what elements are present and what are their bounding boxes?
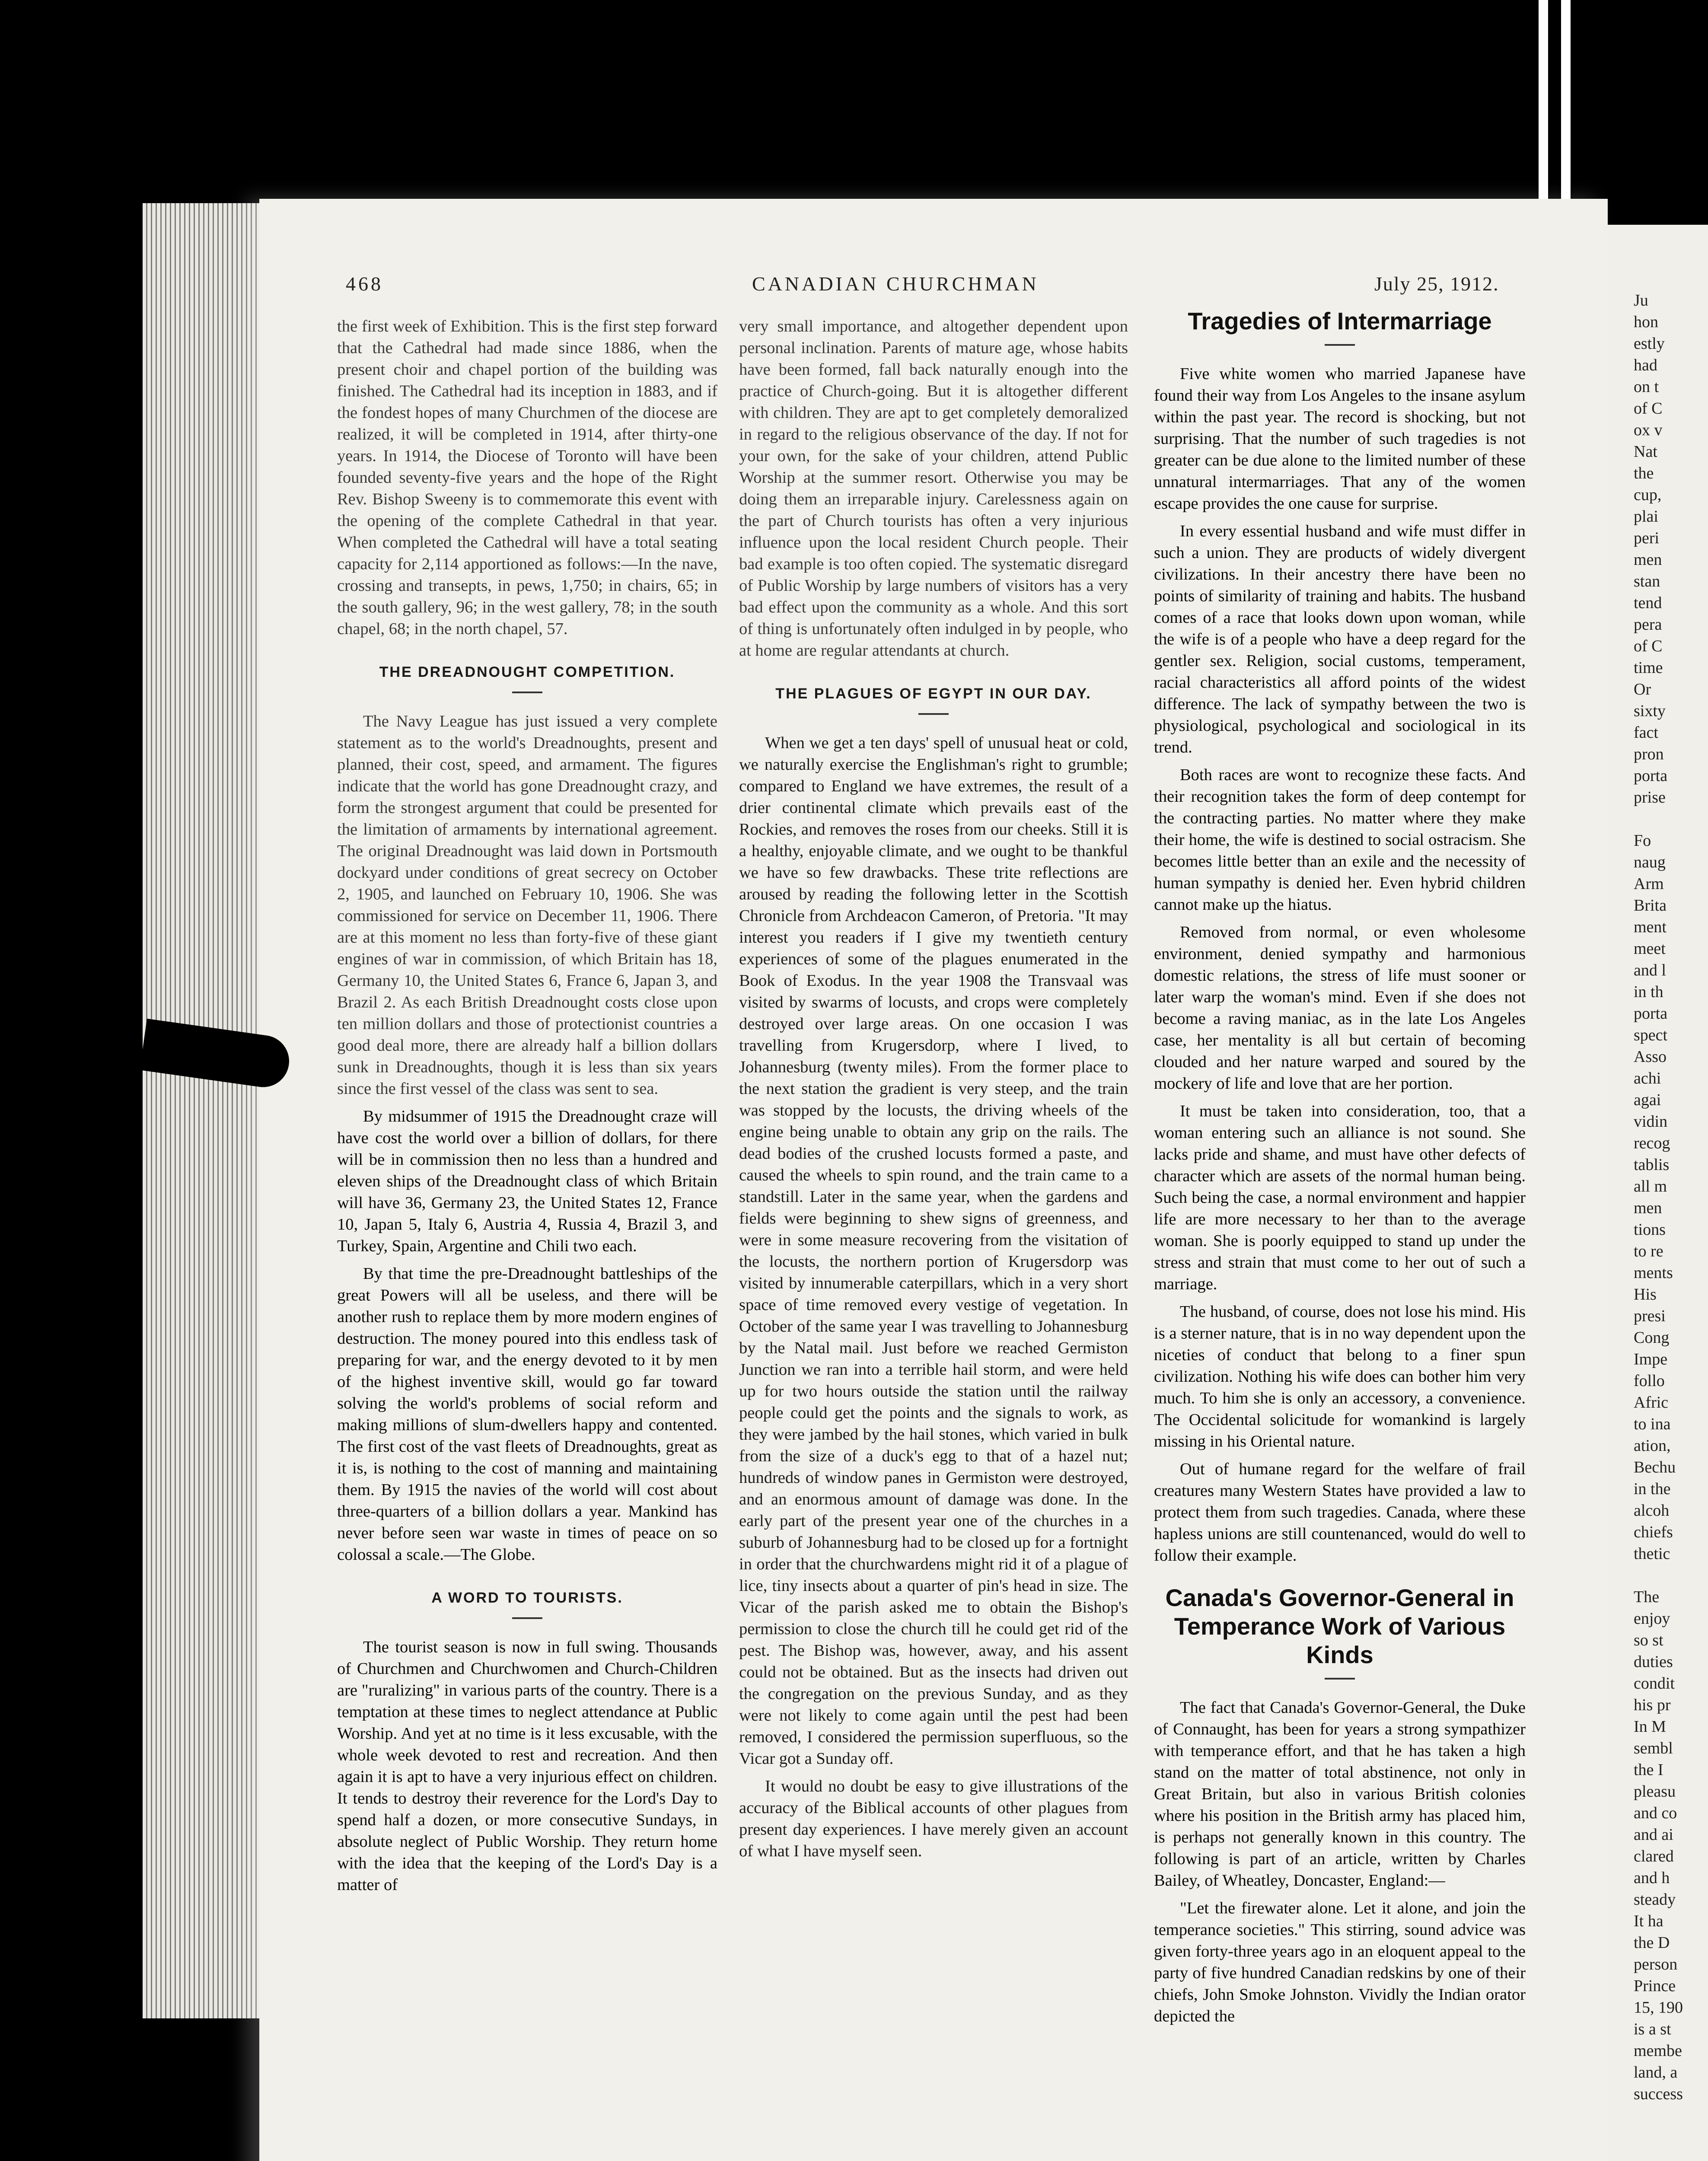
- facing-page-line: Impe: [1634, 1350, 1668, 1368]
- facing-page-line: Arm: [1634, 875, 1664, 893]
- facing-page-line: In M: [1634, 1718, 1666, 1736]
- paragraph: very small importance, and altogether dependent upon personal inclination. Parents of mature age, whose habits have been formed, fall back naturally enough into the practice of Church-going. But it is altogether different with children. They are apt to get completely demoralized in regard to the religious observance of the day. If not for your own, for the sake of your children, attend Public Worship at the summer resort. Otherwise you may be doing them an irreparable injury. Carelessness again on the part of Church tourists has often a very injurious influence upon the local resident Church people. Their bad example is too often copied. The systematic disregard of Public Worship by large numbers of visitors has a very bad effect upon the community as a whole. And this sort of thing is unfortunately often indulged in by people, who at home are regular attendants at church.: [739, 317, 1128, 660]
- facing-page-line: alcoh: [1634, 1501, 1670, 1520]
- rule-divider: [512, 1617, 542, 1619]
- facing-page-line: condit: [1634, 1674, 1675, 1692]
- facing-page-line: Afric: [1634, 1393, 1669, 1412]
- paragraph: By that time the pre-Dreadnought battleships of the great Powers will all be useless, and there will be another rush to replace them by more modern engines of destruction. The money poured into this endless task of preparing for war, and the energy devoted to it by men of the highest inventive skill, would go far toward solving the world's problems of social reform and making millions of slum-dwellers happy and contented. The first cost of the vast fleets of Dreadnoughts, great as it is, is nothing to the cost of manning and maintaining them. By 1915 the navies of the world will cost about three-quarters of a billion dollars a year. Mankind has never before seen war waste in times of peace on so colossal a scale.—The Globe.: [337, 1265, 717, 1564]
- paragraph: the first week of Exhibition. This is the first step forward that the Cathedral had made since 1886, when the present choir and chapel portion of the building was finished. The Cathedral had its inception in 1883, and if the fondest hopes of many Churchmen of the diocese are realized, it will be completed in 1914, after thirty-one years. In 1914, the Diocese of Toronto will have been founded seventy-five years and the hope of the Right Rev. Bishop Sweeny is to commemorate this event with the opening of the complete Cathedral in that year. When completed the Cathedral will have a total seating capacity for 2,114 apportioned as follows:—In the nave, crossing and transepts, in pews, 1,750; in chairs, 65; in the south gallery, 96; in the west gallery, 78; in the south chapel, 68; in the north chapel, 57.: [337, 317, 717, 638]
- issue-date: July 25, 1912.: [1374, 273, 1499, 295]
- facing-page-line: enjoy: [1634, 1610, 1670, 1628]
- facing-page-line: cup,: [1634, 486, 1662, 504]
- paragraph: Out of humane regard for the welfare of frail creatures many Western States have provided a law to protect them from such tragedies. Canada, where these hapless unions are still countenanced, would do well to follow their example.: [1154, 1460, 1526, 1565]
- facing-page-line: on t: [1634, 378, 1659, 396]
- facing-page-line: presi: [1634, 1307, 1666, 1325]
- facing-page-line: clared: [1634, 1847, 1674, 1865]
- article-title: Canada's Governor-General in Temperance Work of Various Kinds: [1165, 1584, 1514, 1668]
- facing-page-line: meet: [1634, 940, 1666, 958]
- facing-page-line: pron: [1634, 745, 1664, 763]
- section-heading: THE DREADNOUGHT COMPETITION.: [379, 664, 676, 680]
- facing-page-line: land, a: [1634, 2063, 1678, 2081]
- paragraph: Removed from normal, or even wholesome environment, denied sympathy and harmonious domestic relations, the stress of life must sooner or later warp the woman's mind. Even if she does not become a raving maniac, as in the late Los Angeles case, her mentality is all but certain of becoming clouded and her nature warped and soured by the mockery of life and love that are her portion.: [1154, 923, 1526, 1093]
- facing-page-line: naug: [1634, 853, 1666, 871]
- facing-page-line: the D: [1634, 1934, 1670, 1952]
- facing-page-line: spect: [1634, 1026, 1668, 1044]
- facing-page-line: had: [1634, 356, 1657, 374]
- facing-page-line: recog: [1634, 1134, 1670, 1152]
- paragraph: The Navy League has just issued a very complete statement as to the world's Dreadnoughts, present and planned, their cost, speed, and armament. The figures indicate that the world has gone Dreadnought crazy, and form the strongest argument that could be presented for the limitation of armaments by international agreement. The original Dreadnought was laid down in Portsmouth dockyard under conditions of great secrecy on October 2, 1905, and launched on February 10, 1906. She was commissioned for service on December 11, 1906. There are at this moment no less than forty-five of these giant engines of war in commission, of which Britain has 18, Germany 10, the United States 6, France 6, Japan 3, and Brazil 2. As each British Dreadnought costs close upon ten million dollars and those of protectionist countries a good deal more, there are already half a billion dollars sunk in Dreadnoughts, though it is less than six years since the first vessel of the class was sent to sea.: [337, 712, 717, 1098]
- facing-page-line: tions: [1634, 1221, 1666, 1239]
- rule-divider: [1325, 344, 1355, 346]
- facing-page-line: Fo: [1634, 832, 1651, 850]
- column-3: [1154, 307, 1526, 2033]
- facing-page-line: Bechu: [1634, 1458, 1676, 1476]
- paragraph: By midsummer of 1915 the Dreadnought craze will have cost the world over a billion of dollars, for there will be in commission then no less than a hundred and eleven ships of the Dreadnought class of which Britain will have 36, Germany 23, the United States 12, France 10, Japan 5, Italy 6, Austria 4, Russia 4, Brazil 3, and Turkey, Spain, Argentine and Chili two each.: [337, 1107, 717, 1255]
- page-number: 468: [346, 273, 383, 295]
- facing-page-line: of C: [1634, 399, 1663, 418]
- paragraph: Five white women who married Japanese have found their way from Los Angeles to the insane asylum within the past year. The record is shocking, but not surprising. That the number of such tragedies is not greater can be due alone to the limited number of these unnatural intermarriages. That any of the women escape provides the one cause for surprise.: [1154, 365, 1526, 513]
- facing-page-line: the I: [1634, 1761, 1663, 1779]
- facing-page-line: tend: [1634, 594, 1662, 612]
- facing-page-line: Brita: [1634, 896, 1667, 915]
- facing-page-line: Ju: [1634, 291, 1648, 309]
- facing-page-line: pleasu: [1634, 1782, 1676, 1801]
- facing-page-line: achi: [1634, 1069, 1661, 1087]
- paragraph: "Let the firewater alone. Let it alone, and join the temperance societies." This stirring, sound advice was given forty-three years ago in an eloquent appeal to the party of five hundred Canadian redskins by one of their chiefs, John Smoke Johnston. Vividly the Indian orator depicted the: [1154, 1899, 1526, 2025]
- facing-page-line: Asso: [1634, 1048, 1667, 1066]
- facing-page-line: of C: [1634, 637, 1663, 655]
- facing-page-line: His: [1634, 1285, 1657, 1304]
- facing-page-line: porta: [1634, 1004, 1668, 1023]
- facing-page-line: vidin: [1634, 1112, 1668, 1131]
- facing-page-line: ments: [1634, 1264, 1673, 1282]
- facing-page-line: his pr: [1634, 1696, 1671, 1714]
- facing-page-line: The: [1634, 1588, 1660, 1606]
- column-1: [337, 316, 717, 1902]
- rule-divider: [1325, 1678, 1355, 1680]
- facing-page: [1599, 225, 1708, 2161]
- facing-page-line: Cong: [1634, 1329, 1670, 1347]
- facing-page-line: It ha: [1634, 1912, 1663, 1930]
- facing-page-line: [1599, 808, 1708, 830]
- facing-page-line: in th: [1634, 983, 1663, 1001]
- paragraph: Both races are wont to recognize these facts. And their recognition takes the form of deep contempt for the contracting parties. No matter where they make their home, the wife is destined to social ostracism. She becomes little better than an exile and the necessity of human sympathy is denied her. Even hybrid children cannot make up the hiatus.: [1154, 766, 1526, 914]
- facing-page-line: steady: [1634, 1890, 1676, 1909]
- facing-page-line: Nat: [1634, 443, 1657, 461]
- facing-page-line: plai: [1634, 507, 1658, 526]
- facing-page-text: [1599, 225, 1708, 2105]
- facing-page-line: prise: [1634, 788, 1666, 806]
- facing-page-line: person: [1634, 1955, 1678, 1973]
- newspaper-page: [259, 199, 1608, 2161]
- facing-page-line: the: [1634, 464, 1654, 482]
- facing-page-line: pera: [1634, 615, 1662, 634]
- facing-page-line: men: [1634, 1199, 1662, 1217]
- facing-page-line: estly: [1634, 335, 1665, 353]
- facing-page-line: and co: [1634, 1804, 1677, 1822]
- facing-page-line: hon: [1634, 313, 1658, 331]
- rule-divider: [918, 713, 949, 715]
- paragraph: It must be taken into consideration, too, that a woman entering such an alliance is not sound. She lacks pride and shame, and must have other defects of character which are assets of the normal human being. Such being the case, a normal environment and happier life are more necessary to her than to the average woman. She is poorly equipped to stand up under the stress and strain that must come to her out of such a marriage.: [1154, 1102, 1526, 1293]
- facing-page-line: duties: [1634, 1653, 1673, 1671]
- paragraph: The husband, of course, does not lose his mind. His is a sterner nature, that is in no way dependent upon the niceties of conduct that belong to a finer spun civilization. Nothing his wife does can bother him very much. To him she is only an accessory, a convenience. The Occidental solicitude for womankind is largely missing in his Oriental nature.: [1154, 1303, 1526, 1450]
- column-2: [739, 316, 1128, 1868]
- facing-page-line: sembl: [1634, 1739, 1673, 1757]
- facing-page-line: to re: [1634, 1242, 1663, 1260]
- facing-page-line: stan: [1634, 572, 1660, 590]
- facing-page-line: is a st: [1634, 2020, 1671, 2038]
- facing-page-line: tablis: [1634, 1156, 1670, 1174]
- facing-page-line: thetic: [1634, 1545, 1670, 1563]
- facing-page-line: follo: [1634, 1372, 1665, 1390]
- facing-page-line: sixty: [1634, 702, 1666, 720]
- facing-page-line: so st: [1634, 1631, 1663, 1649]
- facing-page-line: membe: [1634, 2042, 1682, 2060]
- facing-page-line: ox v: [1634, 421, 1663, 439]
- facing-page-line: peri: [1634, 529, 1660, 547]
- facing-page-line: ation,: [1634, 1437, 1671, 1455]
- facing-page-line: time: [1634, 659, 1663, 677]
- paragraph: The fact that Canada's Governor-General, the Duke of Connaught, has been for years a strong sympathizer with temperance effort, and that he has taken a high stand on the matter of total abstinence, not only in Great Britain, but also in various British colonies where his position in the British army has placed him, is perhaps not generally known in this country. The following is part of an article, written by Charles Bailey, of Wheatley, Doncaster, England:—: [1154, 1699, 1526, 1890]
- article-title: Tragedies of Intermarriage: [1188, 307, 1492, 335]
- facing-page-line: to ina: [1634, 1415, 1671, 1433]
- facing-page-line: ment: [1634, 918, 1667, 936]
- facing-page-line: men: [1634, 551, 1662, 569]
- facing-page-line: Or: [1634, 680, 1651, 698]
- facing-page-line: 15, 190: [1634, 1998, 1683, 2017]
- paragraph: In every essential husband and wife must differ in such a union. They are products of widely divergent civilizations. In their ancestry there have been no points of similarity of training and habits. The husband comes of a race that looks down upon woman, while the wife is of a people who have a deep regard for the gentler sex. Religion, social customs, temperament, racial characteristics all afford points of the widest difference. The lack of sympathy between the two is physiological, psychological and sociological in its trend.: [1154, 522, 1526, 756]
- facing-page-line: [1599, 1565, 1708, 1586]
- paragraph: It would no doubt be easy to give illustrations of the accuracy of the Biblical accounts of other plagues from present day experiences. I have merely given an account of what I have myself seen.: [739, 1777, 1128, 1860]
- paragraph: When we get a ten days' spell of unusual heat or cold, we naturally exercise the Englishman's right to grumble; compared to England we have extremes, the result of a drier continental climate which prevails east of the Rockies, and removes the roses from our cheeks. Still it is a healthy, enjoyable climate, and we ought to be thankful we have so few drawbacks. These trite reflections are aroused by reading the following letter in the Scottish Chronicle from Archdeacon Cameron, of Pretoria. "It may interest you readers if I give my twentieth century experiences of some of the plagues enumerated in the Book of Exodus. In the year 1908 the Transvaal was visited by swarms of locusts, and crops were completely destroyed over large areas. On one occasion I was travelling from Krugersdorp, where I lived, to Johannesburg (twenty miles). From the former place to the next station the gradient is very steep, and the train was stopped by the locusts, the driving wheels of the engine being unable to obtain any grip on the rails. The dead bodies of the crushed locusts formed a paste, and caused the wheels to spin round, and the train came to a standstill. Later in the same year, when the gardens and fields were beginning to shew signs of greenness, and were in some measure recovering from the visitation of the locusts, the northern portion of Krugersdorp was visited by innumerable caterpillars, which in a very short space of time removed every vestige of vegetation. In October of the same year I was travelling to Johannesburg by the Natal mail. Just before we reached Germiston Junction we ran into a terrible hail storm, and were held up for two hours outside the station until the railway people could get the points and the signals to work, as they were jambed by the hail stones, which varied in bulk from the size of a duck's egg to that of a hazel nut; hundreds of window panes in Germiston were destroyed, and an enormous amount of damage was done. In the early part of the present year one of the churches in a suburb of Johannesburg had to be closed up for a fortnight in order that the churchwardens might rid it of a plague of lice, tiny insects about a quarter of pin's head in size. The Vicar of the parish asked me to obtain the Bishop's permission to close the church till he could get rid of the pest. The Bishop was, however, away, and his assent could not be obtained. But as the insects had driven out the congregation on the previous Sunday, and as they were not likely to come again until the pest had been removed, I considered the permission superfluous, so the Vicar got a Sunday off.: [739, 734, 1128, 1768]
- paragraph: The tourist season is now in full swing. Thousands of Churchmen and Churchwomen and Church-Children are "ruralizing" in various parts of the country. There is a temptation at these times to neglect attendance at Public Worship. And yet at no time is it less excusable, with the whole week devoted to rest and recreation. And then again it is apt to have a very injurious effect on children. It tends to destroy their reverence for the Lord's Day to spend half a dozen, or more consecutive Sundays, in absolute neglect of Public Worship. They return home with the idea that the keeping of the Lord's Day is a matter of: [337, 1638, 717, 1894]
- page-edges: [143, 203, 259, 2018]
- section-heading: THE PLAGUES OF EGYPT IN OUR DAY.: [775, 685, 1092, 702]
- facing-page-line: success: [1634, 2085, 1683, 2103]
- facing-page-line: all m: [1634, 1177, 1667, 1195]
- facing-page-line: Prince: [1634, 1977, 1676, 1995]
- facing-page-line: agai: [1634, 1091, 1661, 1109]
- facing-page-line: porta: [1634, 767, 1668, 785]
- facing-page-line: and l: [1634, 961, 1666, 979]
- publication-title: CANADIAN CHURCHMAN: [752, 273, 1039, 295]
- facing-page-line: in the: [1634, 1480, 1671, 1498]
- facing-page-line: and ai: [1634, 1826, 1673, 1844]
- facing-page-line: chiefs: [1634, 1523, 1673, 1541]
- rule-divider: [512, 692, 542, 693]
- facing-page-line: and h: [1634, 1869, 1670, 1887]
- section-heading: A WORD TO TOURISTS.: [431, 1590, 623, 1606]
- facing-page-line: fact: [1634, 724, 1658, 742]
